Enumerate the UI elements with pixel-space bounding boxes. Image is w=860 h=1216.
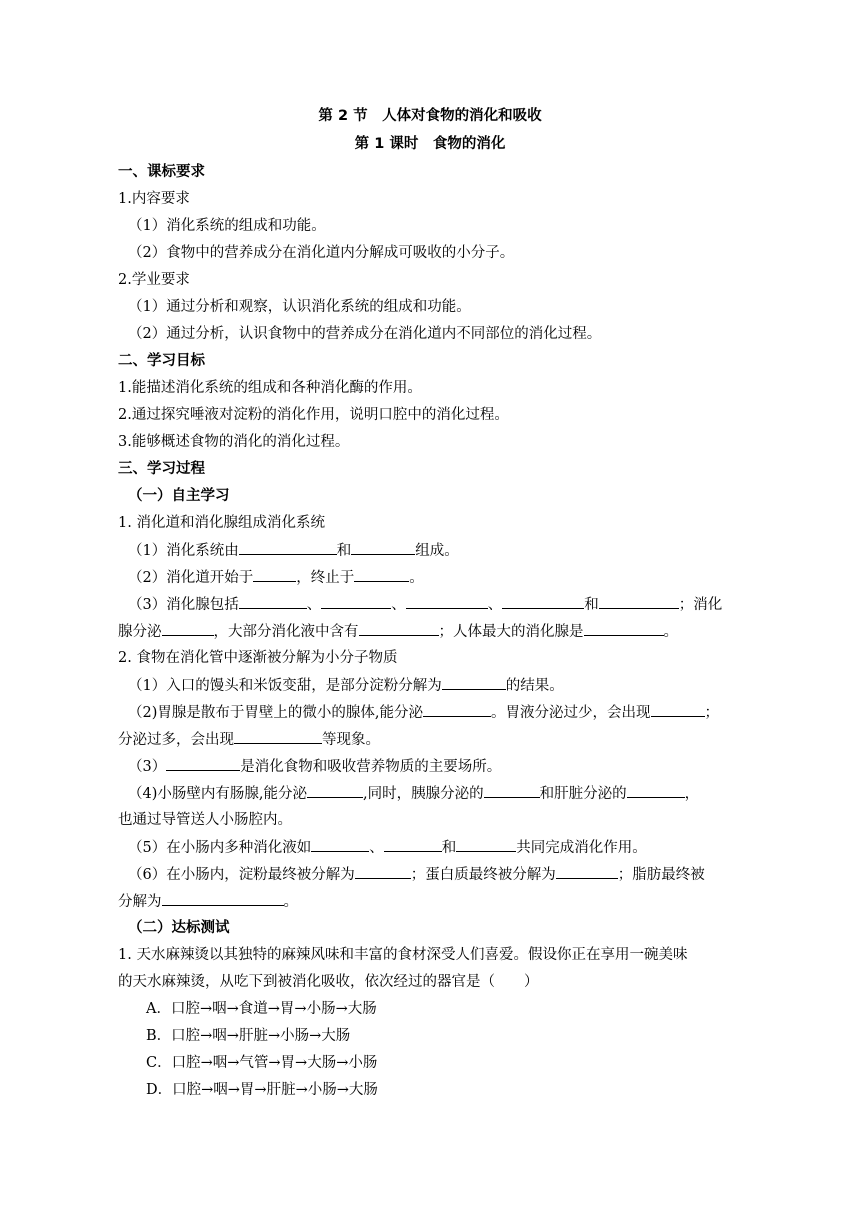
answer-blank[interactable]: [239, 540, 337, 555]
answer-blank[interactable]: [406, 594, 488, 609]
test-heading: （二）达标测试: [128, 920, 230, 936]
question-2-1: （1）入口的馒头和米饭变甜，是部分淀粉分解为 的结果。: [128, 675, 564, 696]
answer-blank[interactable]: [321, 594, 391, 609]
test-question-1-continued: 的天水麻辣烫，从吃下到被消化吸收，依次经过的器官是（ ）: [118, 974, 539, 990]
academic-requirement-heading: 2.学业要求: [118, 272, 190, 288]
learning-goal-3: 3.能够概述食物的消化的消化过程。: [118, 434, 350, 450]
option-b[interactable]: B．口腔→咽→肝脏→小肠→大肠: [146, 1028, 351, 1044]
answer-blank[interactable]: [442, 675, 506, 690]
answer-blank[interactable]: [311, 837, 369, 852]
answer-blank[interactable]: [166, 756, 240, 771]
answer-blank[interactable]: [484, 783, 540, 798]
page-title: 第 2 节 人体对食物的消化和吸收: [318, 108, 542, 124]
answer-blank[interactable]: [355, 864, 411, 879]
topic-1: 1. 消化道和消化腺组成消化系统: [118, 515, 325, 531]
question-1-3: （3）消化腺包括 、 、 、 和 ；消化: [128, 594, 722, 615]
answer-blank[interactable]: [307, 783, 363, 798]
answer-blank[interactable]: [234, 729, 322, 744]
option-a[interactable]: A．口腔→咽→食道→胃→小肠→大肠: [146, 1001, 377, 1017]
section-heading-process: 三、学习过程: [118, 461, 205, 477]
answer-blank[interactable]: [162, 891, 284, 906]
answer-blank[interactable]: [456, 837, 516, 852]
answer-blank[interactable]: [239, 594, 307, 609]
content-requirement-2: （2）食物中的营养成分在消化道内分解成可吸收的小分子。: [128, 245, 515, 261]
question-2-4: （4)小肠壁内有肠腺,能分泌 ,同时，胰腺分泌的 和肝脏分泌的 ，: [128, 783, 699, 804]
page-subtitle: 第 1 课时 食物的消化: [354, 136, 506, 152]
question-1-2: （2）消化道开始于 ，终止于 。: [128, 567, 424, 588]
content-requirement-1: （1）消化系统的组成和功能。: [128, 218, 326, 234]
question-2-6-continued: 分解为 。: [118, 891, 298, 912]
answer-blank[interactable]: [351, 540, 415, 555]
answer-blank[interactable]: [502, 594, 584, 609]
answer-blank[interactable]: [354, 567, 409, 582]
section-heading-standards: 一、课标要求: [118, 164, 205, 180]
academic-requirement-2: （2）通过分析，认识食物中的营养成分在消化道内不同部位的消化过程。: [128, 326, 602, 342]
question-2-3: （3） 是消化食物和吸收营养物质的主要场所。: [128, 756, 501, 777]
question-2-5: （5）在小肠内多种消化液如 、 和 共同完成消化作用。: [128, 837, 647, 858]
answer-blank[interactable]: [584, 621, 664, 636]
question-2-2: （2)胃腺是散布于胃壁上的微小的腺体,能分泌 。胃液分泌过少，会出现 ；: [128, 702, 719, 723]
answer-blank[interactable]: [359, 621, 439, 636]
answer-blank[interactable]: [423, 702, 491, 717]
option-d[interactable]: D．口腔→咽→胃→肝脏→小肠→大肠: [146, 1082, 378, 1098]
question-2-4-continued: 也通过导管送人小肠腔内。: [118, 812, 292, 828]
answer-blank[interactable]: [651, 702, 705, 717]
test-question-1: 1. 天水麻辣烫以其独特的麻辣风味和丰富的食材深受人们喜爱。假设你正在享用一碗美味: [118, 947, 688, 963]
learning-goal-1: 1.能描述消化系统的组成和各种消化酶的作用。: [118, 380, 422, 396]
answer-blank[interactable]: [384, 837, 442, 852]
answer-blank[interactable]: [599, 594, 679, 609]
academic-requirement-1: （1）通过分析和观察，认识消化系统的组成和功能。: [128, 299, 471, 315]
question-1-1: （1）消化系统由 和 组成。: [128, 540, 459, 561]
answer-blank[interactable]: [627, 783, 685, 798]
question-2-2-continued: 分泌过多，会出现 等现象。: [118, 729, 380, 750]
answer-blank[interactable]: [556, 864, 618, 879]
option-c[interactable]: C．口腔→咽→气管→胃→大肠→小肠: [146, 1055, 378, 1071]
section-heading-goals: 二、学习目标: [118, 353, 205, 369]
answer-blank[interactable]: [162, 621, 214, 636]
answer-blank[interactable]: [253, 567, 296, 582]
question-1-3-continued: 腺分泌 ，大部分消化液中含有 ；人体最大的消化腺是 。: [118, 621, 678, 642]
content-requirement-heading: 1.内容要求: [118, 191, 190, 207]
topic-2: 2. 食物在消化管中逐渐被分解为小分子物质: [118, 650, 398, 666]
learning-goal-2: 2.通过探究唾液对淀粉的消化作用，说明口腔中的消化过程。: [118, 407, 509, 423]
self-study-heading: （一）自主学习: [128, 488, 230, 504]
question-2-6: （6）在小肠内，淀粉最终被分解为 ；蛋白质最终被分解为 ；脂肪最终被: [128, 864, 705, 885]
